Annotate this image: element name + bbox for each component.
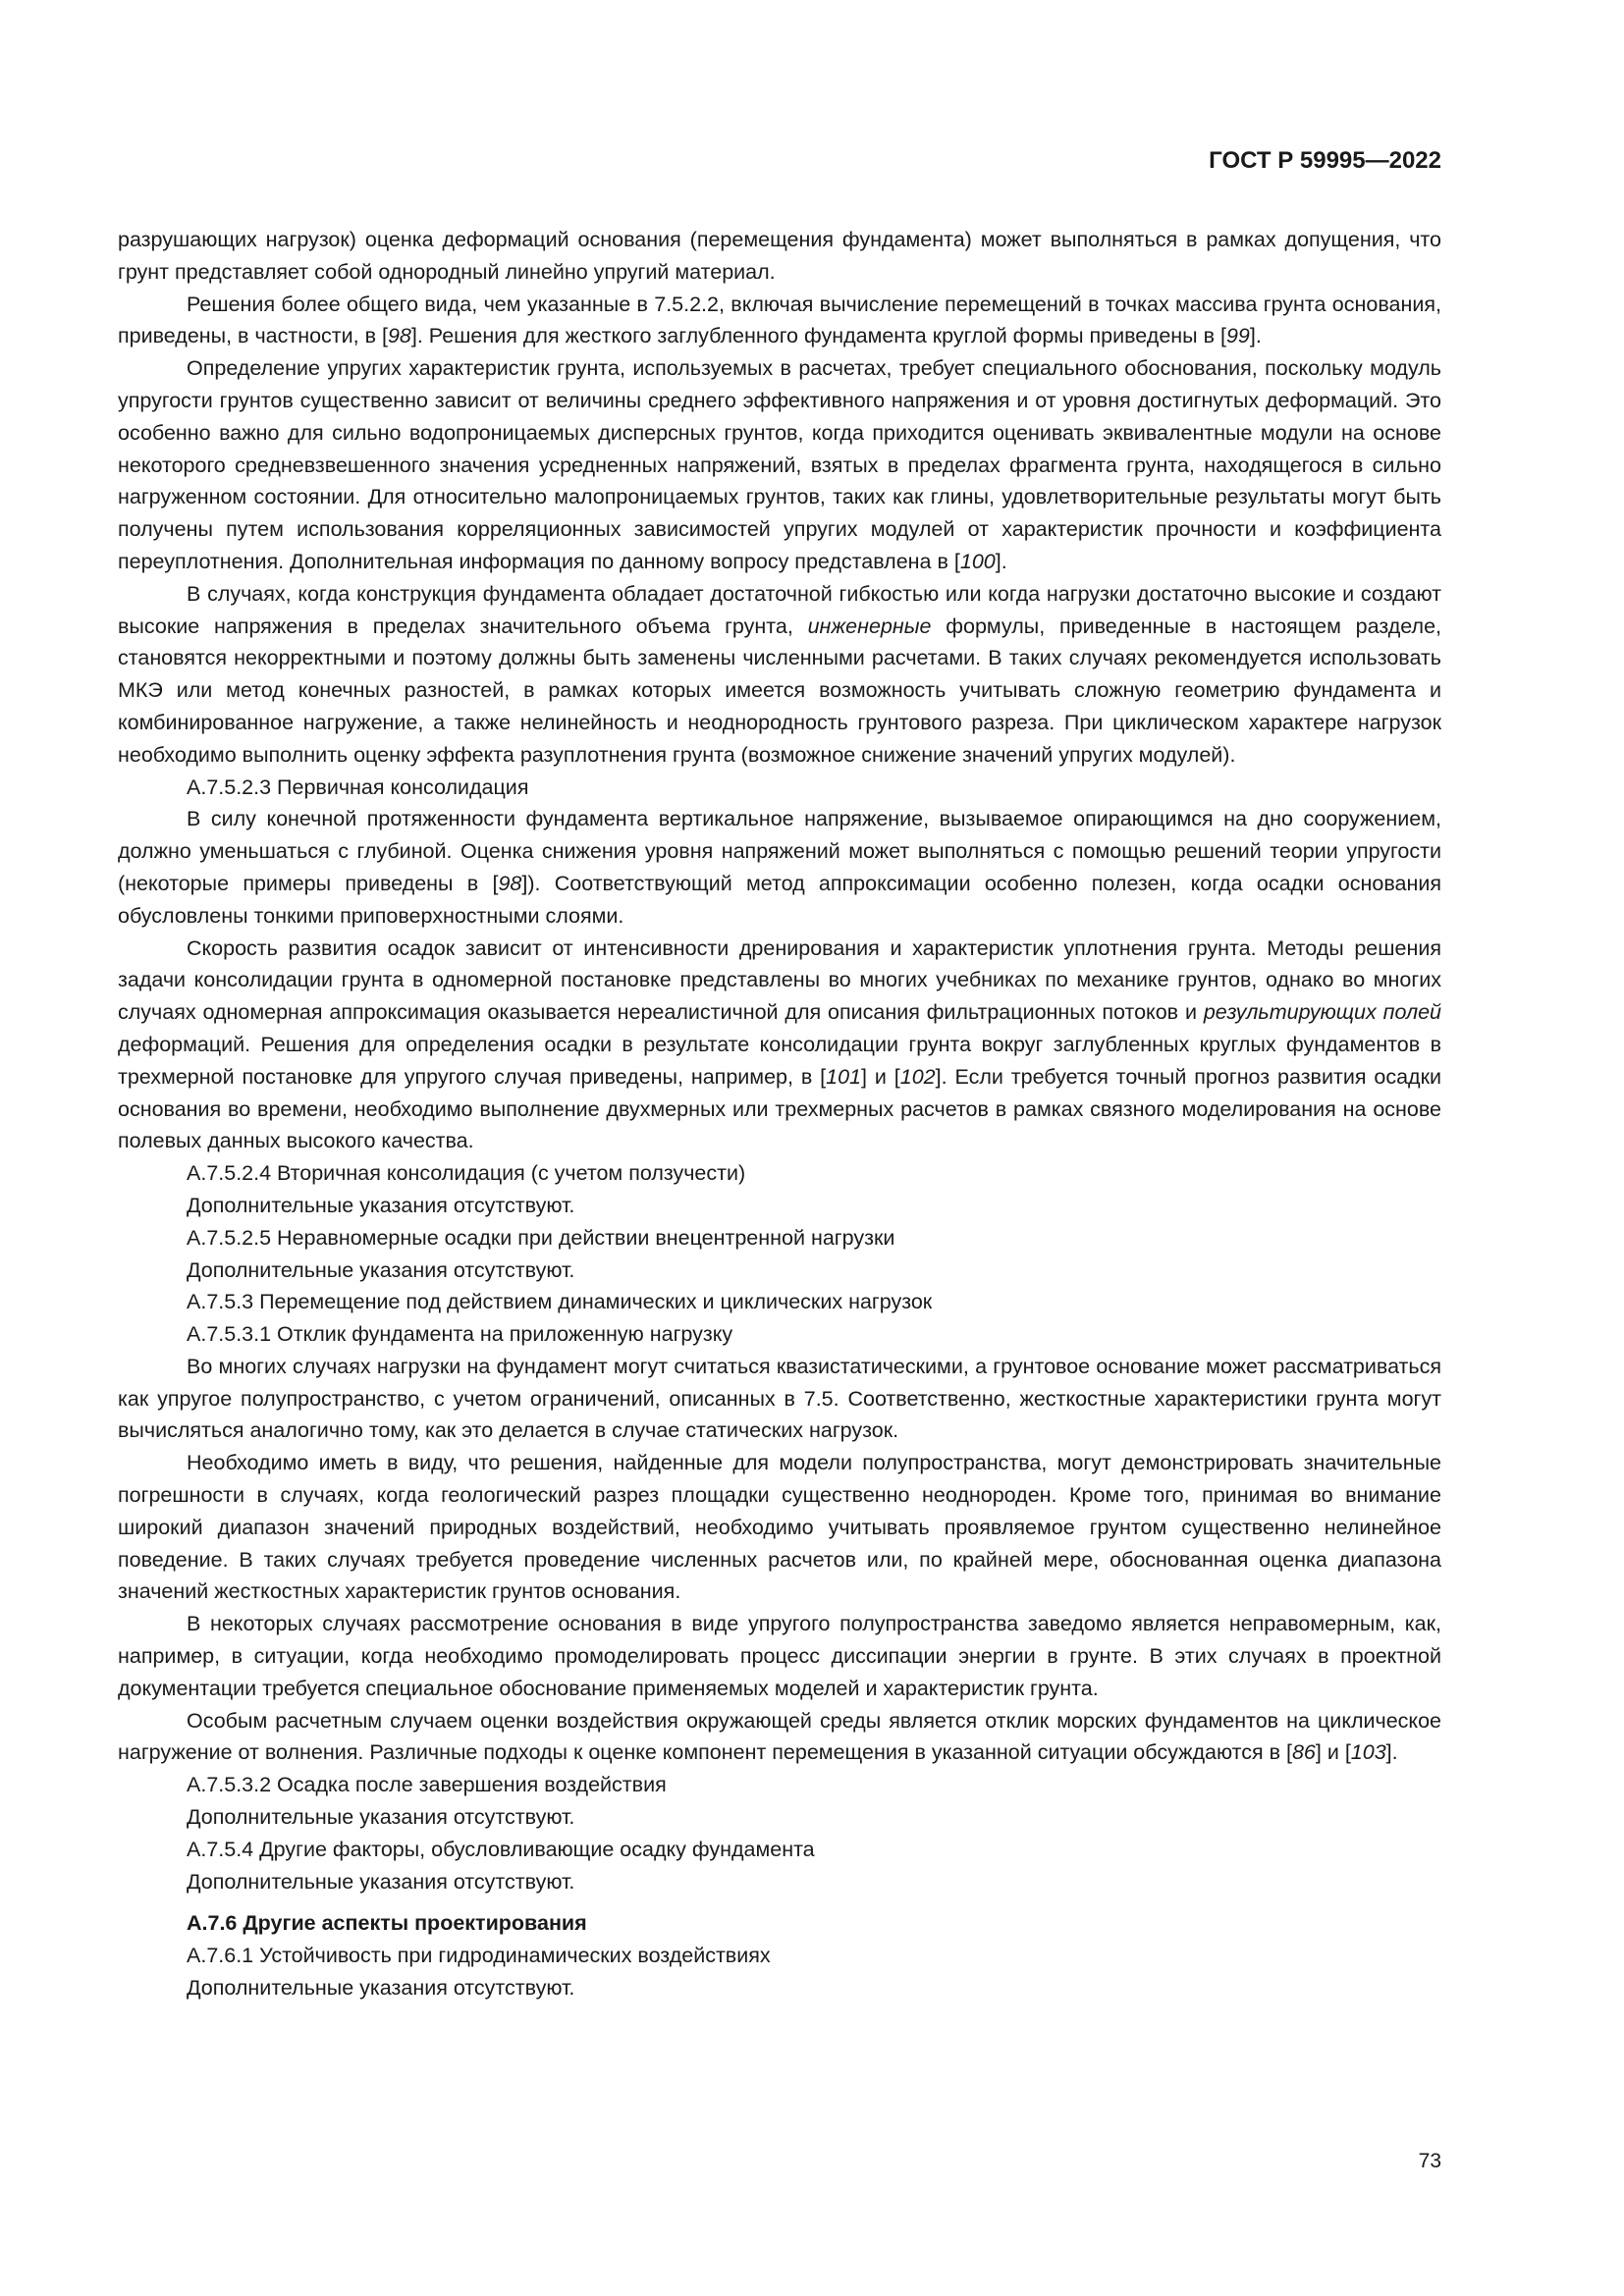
text-run: ]. [1385, 1740, 1398, 1765]
body-paragraph [118, 352, 1441, 578]
body-paragraph [118, 1705, 1441, 1770]
text-run: В силу конечной протяженности фундамента вертикальное напряжение, вызываемое опирающимся на дно сооружением, должно уменьшаться с глубиной. Оценка снижения уровня напряжений может выполняться с помощью решений теории упругости (некоторые примеры приведены в [ [118, 807, 1441, 895]
text-run: ]). Соответствующий метод аппроксимации особенно полезен, когда осадки основания обусловлены тонкими приповерхностными слоями. [118, 871, 1441, 928]
text-run: ]. Если требуется точный прогноз развития осадки основания во времени, необходимо выполнение двухмерных или трехмерных расчетов в рамках связного моделирования на основе полевых данных высокого качества. [118, 1064, 1442, 1153]
standard-header: ГОСТ Р 59995—2022 [1209, 147, 1441, 174]
clause-line: А.7.5.2.3 Первичная консолидация [187, 774, 529, 799]
body-paragraph [118, 289, 1441, 353]
italic-run: 102 [899, 1064, 936, 1089]
text-run: формулы, приведенные в настоящем разделе, становятся некорректными и поэтому должны быть заменены численными расчетами. В таких случаях рекомендуется использовать МКЭ или метод конечных разностей, в рамках которых имеется возможность учитывать сложную геометрию фундамента и комбинированное нагружение, а также нелинейность и неоднородность грунтового разреза. При циклическом характере нагрузок необходимо выполнить оценку эффекта разуплотнения грунта (возможное снижение значений упругих модулей). [118, 614, 1441, 767]
italic-run: 86 [1291, 1740, 1316, 1765]
italic-run: 98 [498, 871, 522, 895]
body-paragraph: разрушающих нагрузок) оценка деформаций основания (перемещения фундамента) может выполняться в рамках допущения, что грунт представляет собой однородный линейно упругий материал. [118, 228, 1441, 284]
text-run: В случаях, когда конструкция фундамента обладает достаточной гибкостью или когда нагрузки достаточно высокие и создают высокие напряжения в пределах значительного объема грунта, [118, 581, 1441, 638]
text-run: деформаций. Решения для определения осадки в результате консолидации грунта вокруг заглубленных круглых фундаментов в трехмерной постановке для упругого случая приведены, например, в [ [118, 1032, 1441, 1089]
clause-line: А.7.5.2.4 Вторичная консолидация (с учетом ползучести) [187, 1161, 746, 1186]
italic-run: 103 [1350, 1740, 1386, 1765]
text-run: Особым расчетным случаем оценки воздействия окружающей среды является отклик морских фундаментов на циклическое нагружение от волнения. Различные подходы к оценке компонент перемещения в указанной ситуации обсуждаются в [ [118, 1708, 1441, 1765]
text-run: ]. [995, 549, 1007, 573]
italic-run: 98 [387, 324, 411, 348]
page-number: 73 [1418, 2150, 1441, 2172]
clause-line: Дополнительные указания отсутствуют. [187, 1869, 575, 1894]
body-paragraph [118, 578, 1441, 772]
italic-run: 99 [1225, 324, 1250, 348]
clause-line: А.7.6.1 Устойчивость при гидродинамических воздействиях [187, 1944, 771, 1968]
text-run: ]. Решения для жесткого заглубленного фундамента круглой формы приведены в [ [410, 324, 1226, 348]
section-heading: А.7.6 Другие аспекты проектирования [187, 1911, 587, 1936]
italic-run: 101 [826, 1064, 862, 1089]
clause-line: Дополнительные указания отсутствуют. [187, 1193, 575, 1217]
clause-line: А.7.5.3 Перемещение под действием динамических и циклических нагрузок [187, 1290, 933, 1314]
clause-line: А.7.5.3.2 Осадка после завершения воздействия [187, 1773, 667, 1797]
text-run: ] и [ [861, 1064, 900, 1089]
clause-line: Дополнительные указания отсутствуют. [187, 1257, 575, 1282]
clause-line: А.7.5.3.1 Отклик фундамента на приложенную нагрузку [187, 1322, 733, 1347]
clause-line: А.7.5.4 Другие факторы, обусловливающие осадку фундамента [187, 1837, 815, 1861]
body-paragraph: В некоторых случаях рассмотрение основания в виде упругого полупространства заведомо является неправомерным, как, например, в ситуации, когда необходимо промоделировать процесс диссипации энергии в грунте. В этих случаях в проектной документации требуется специальное обоснование применяемых моделей и характеристик грунта. [118, 1612, 1441, 1700]
text-run: ]. [1249, 324, 1262, 348]
clause-line: Дополнительные указания отсутствуют. [187, 1805, 575, 1830]
body-paragraph [118, 933, 1441, 1158]
italic-run: 100 [959, 549, 996, 573]
document-body [118, 224, 1441, 2004]
text-run: Решения более общего вида, чем указанные в 7.5.2.2, включая вычисление перемещений в точках массива грунта основания, приведены, в частности, в [ [118, 292, 1441, 348]
clause-line: А.7.5.2.5 Неравномерные осадки при действии внецентренной нагрузки [187, 1225, 895, 1250]
text-run: Скорость развития осадок зависит от интенсивности дренирования и характеристик уплотнения грунта. Методы решения задачи консолидации грунта в одномерной постановке представлены во многих учебниках по механике грунтов, однако во многих случаях одномерная аппроксимация оказывается нереалистичной для описания фильтрационных потоков и [118, 935, 1441, 1025]
text-run: Определение упругих характеристик грунта, используемых в расчетах, требует специального обоснования, поскольку модуль упругости грунтов существенно зависит от величины среднего эффективного напряжения и от уровня достигнутых деформаций. Это особенно важно для сильно водопроницаемых дисперсных грунтов, когда приходится оценивать эквивалентные модули на основе некоторого средневзвешенного значения усредненных напряжений, взятых в пределах фрагмента грунта, находящегося в сильно нагруженном состоянии. Для относительно малопроницаемых грунтов, таких как глины, удовлетворительные результаты могут быть получены путем использования корреляционных зависимостей упругих модулей от характеристик прочности и коэффициента переуплотнения. Дополнительная информация по данному вопросу представлена в [ [118, 356, 1441, 573]
italic-run: результирующих полей [1203, 1000, 1441, 1025]
body-paragraph [118, 803, 1441, 932]
body-paragraph: Во многих случаях нагрузки на фундамент могут считаться квазистатическими, а грунтовое основание может рассматриваться как упругое полупространство, с учетом ограничений, описанных в 7.5. Соответственно, жесткостные характеристики грунта могут вычисляться аналогично тому, как это делается в случае статических нагрузок. [118, 1354, 1441, 1443]
text-run: ] и [ [1315, 1740, 1351, 1765]
clause-line: Дополнительные указания отсутствуют. [187, 1976, 575, 2001]
italic-run: инженерные [807, 614, 932, 638]
body-paragraph: Необходимо иметь в виду, что решения, найденные для модели полупространства, могут демонстрировать значительные погрешности в случаях, когда геологический разрез площадки существенно неоднороден. Кроме того, принимая во внимание широкий диапазон значений природных воздействий, необходимо учитывать проявляемое грунтом существенно нелинейное поведение. В таких случаях требуется проведение численных расчетов или, по крайней мере, обоснованная оценка диапазона значений жесткостных характеристик грунтов основания. [118, 1451, 1441, 1604]
